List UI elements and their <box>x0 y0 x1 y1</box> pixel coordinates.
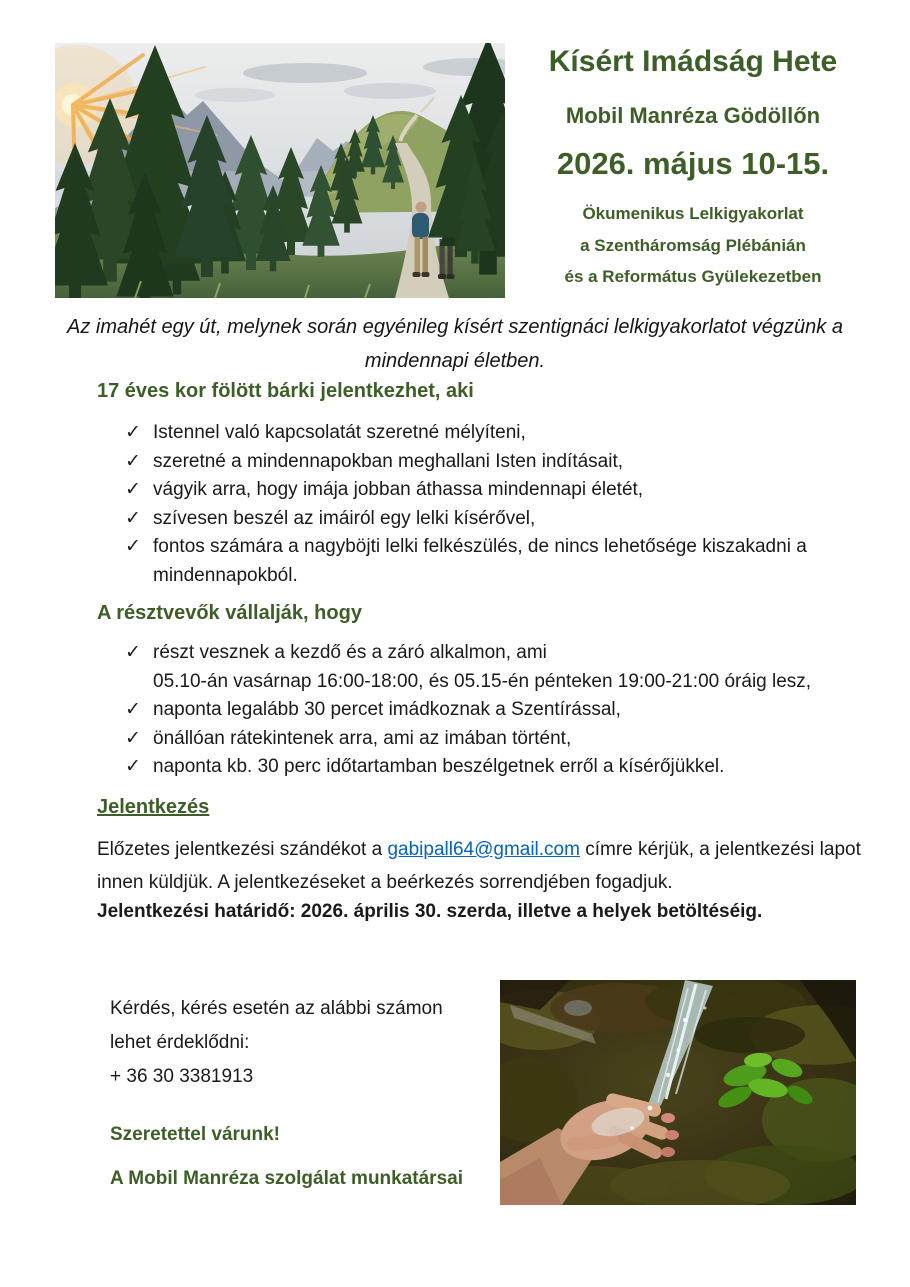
header-line-2: a Szentháromság Plébánián <box>580 236 806 255</box>
check-icon: ✓ <box>125 450 141 472</box>
check-icon: ✓ <box>125 507 141 529</box>
list-item-text: szívesen beszél az imáiról egy lelki kísérővel, <box>153 507 536 529</box>
check-icon: ✓ <box>125 422 141 443</box>
organization-name: Mobil Manréza Gödöllőn <box>565 103 821 128</box>
hero-scene <box>55 43 505 298</box>
list-item-text: önállóan rátekintenek arra, ami az imában történt, <box>153 727 572 749</box>
hero-image <box>55 43 505 298</box>
closing-greeting: Szeretettel várunk! <box>110 1124 281 1145</box>
list-item-text: szeretné a mindennapokban meghallani Isten indításait, <box>153 450 624 472</box>
spring-scene <box>500 980 856 1205</box>
phone-number: + 36 30 3381913 <box>110 1066 254 1087</box>
spring-image <box>500 980 856 1205</box>
list-item-text: Istennel való kapcsolatát szeretné mélyíteni, <box>153 422 526 443</box>
list-item <box>125 639 861 696</box>
list-item <box>125 448 861 477</box>
check-icon: ✓ <box>125 727 141 749</box>
section-heading-eligibility: 17 éves kor fölött bárki jelentkezhet, aki <box>97 380 474 402</box>
section-heading-registration: Jelentkezés <box>97 796 210 818</box>
page-title: Kísért Imádság Hete <box>548 45 838 78</box>
check-icon: ✓ <box>125 642 141 663</box>
commitments-list <box>125 639 861 782</box>
list-item <box>125 419 861 448</box>
list-item-text: naponta kb. 30 perc időtartamban beszélgetnek erről a kísérőjükkel. <box>153 756 725 777</box>
list-item-text <box>153 639 861 696</box>
contact-line-2: lehet érdeklődni: <box>110 1032 250 1053</box>
list-item <box>125 505 861 534</box>
list-item <box>125 753 861 782</box>
list-item-line: részt vesznek a kezdő és a záró alkalmon, ami <box>153 642 547 663</box>
email-link[interactable]: gabipall64@gmail.com <box>387 839 580 860</box>
intro-text: Az imahét egy út, melynek során egyénileg kísért szentignáci lelkigyakorlatot végzünk a mindennapi életben. <box>67 316 843 372</box>
eligibility-list <box>125 419 861 590</box>
contact-block <box>110 992 490 1094</box>
registration-text-after: címre kérjük, a jelentkezési lapot innen küldjük. A jelentkezéseket a beérkezés sorrendjében fogadjuk. <box>97 839 861 893</box>
registration-paragraph <box>97 833 873 899</box>
list-item-text: fontos számára a nagyböjti lelki felkészülés, de nincs lehetősége kiszakadni a mindennapokból. <box>153 536 807 586</box>
list-item <box>125 476 861 505</box>
list-item <box>125 533 861 590</box>
contact-line-1: Kérdés, kérés esetén az alábbi számon <box>110 998 443 1019</box>
check-icon: ✓ <box>125 536 141 557</box>
header-line-1: Ökumenikus Lelkigyakorlat <box>582 204 804 223</box>
list-item-text: naponta legalább 30 percet imádkoznak a Szentírással, <box>153 699 621 720</box>
registration-text-before: Előzetes jelentkezési szándékot a <box>97 839 388 860</box>
event-date: 2026. május 10-15. <box>556 146 830 181</box>
header-line-3: és a Református Gyülekezetben <box>564 267 822 286</box>
check-icon: ✓ <box>125 479 141 500</box>
registration-deadline: Jelentkezési határidő: 2026. április 30. szerda, illetve a helyek betöltéséig. <box>97 901 763 922</box>
check-icon: ✓ <box>125 699 141 720</box>
header-block <box>512 43 874 301</box>
closing-signature: A Mobil Manréza szolgálat munkatársai <box>110 1168 463 1189</box>
section-heading-commitments: A résztvevők vállalják, hogy <box>97 602 362 624</box>
list-item <box>125 725 861 754</box>
check-icon: ✓ <box>125 756 141 777</box>
list-item <box>125 696 861 725</box>
list-item-line: 05.10-án vasárnap 16:00-18:00, és 05.15-én pénteken 19:00-21:00 óráig lesz, <box>153 670 812 692</box>
list-item-text: vágyik arra, hogy imája jobban áthassa mindennapi életét, <box>153 479 644 500</box>
